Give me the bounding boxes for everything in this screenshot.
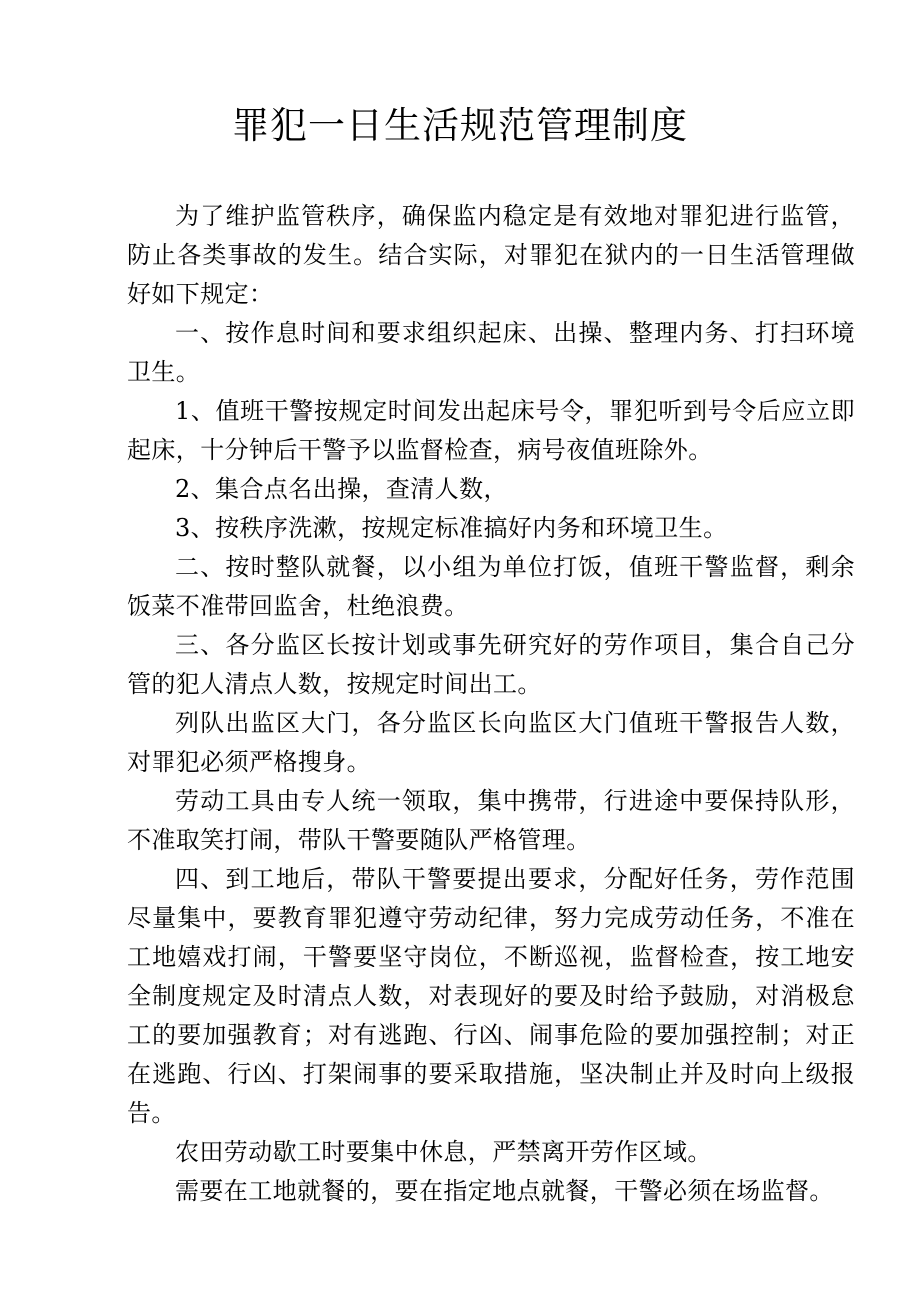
paragraph-intro: 为了维护监管秩序，确保监内稳定是有效地对罪犯进行监管，防止各类事故的发生。结合实际，对罪犯在狱内的一日生活管理做好如下规定： <box>127 202 855 308</box>
paragraph-tools: 劳动工具由专人统一领取，集中携带，行进途中要保持队形，不准取笑打闹，带队干警要随队严格管理。 <box>127 787 855 854</box>
paragraph-item-1: 1、值班干警按规定时间发出起床号令，罪犯听到号令后应立即起床，十分钟后干警予以监督检查，病号夜值班除外。 <box>127 397 855 464</box>
document-body <box>127 197 855 1211</box>
paragraph-section-1: 一、按作息时间和要求组织起床、出操、整理内务、打扫环境卫生。 <box>127 319 855 386</box>
document-title: 罪犯一日生活规范管理制度 <box>232 104 688 147</box>
paragraph-section-3: 三、各分监区长按计划或事先研究好的劳作项目，集合自己分管的犯人清点人数，按规定时间出工。 <box>127 631 855 698</box>
paragraph-item-2: 2、集合点名出操，查清人数， <box>175 475 508 503</box>
paragraph-exit-gate: 列队出监区大门，各分监区长向监区大门值班干警报告人数，对罪犯必须严格搜身。 <box>127 709 855 776</box>
paragraph-field-rest: 农田劳动歇工时要集中休息，严禁离开劳作区域。 <box>175 1138 712 1166</box>
paragraph-section-2: 二、按时整队就餐，以小组为单位打饭，值班干警监督，剩余饭菜不准带回监舍，杜绝浪费。 <box>127 553 855 620</box>
paragraph-section-4: 四、到工地后，带队干警要提出要求，分配好任务，劳作范围尽量集中，要教育罪犯遵守劳动纪律，努力完成劳动任务，不准在工地嬉戏打闹，干警要坚守岗位，不断巡视，监督检查，按工地安全制度规定及时清点人数，对表现好的要及时给予鼓励，对消极怠工的要加强教育；对有逃跑、行凶、闹事危险的要加强控制；对正在逃跑、行凶、打架闹事的要采取措施，坚决制止并及时向上级报告。 <box>127 865 855 1127</box>
paragraph-item-3: 3、按秩序洗漱，按规定标准搞好内务和环境卫生。 <box>175 514 728 542</box>
paragraph-field-meals: 需要在工地就餐的，要在指定地点就餐，干警必须在场监督。 <box>175 1177 834 1205</box>
